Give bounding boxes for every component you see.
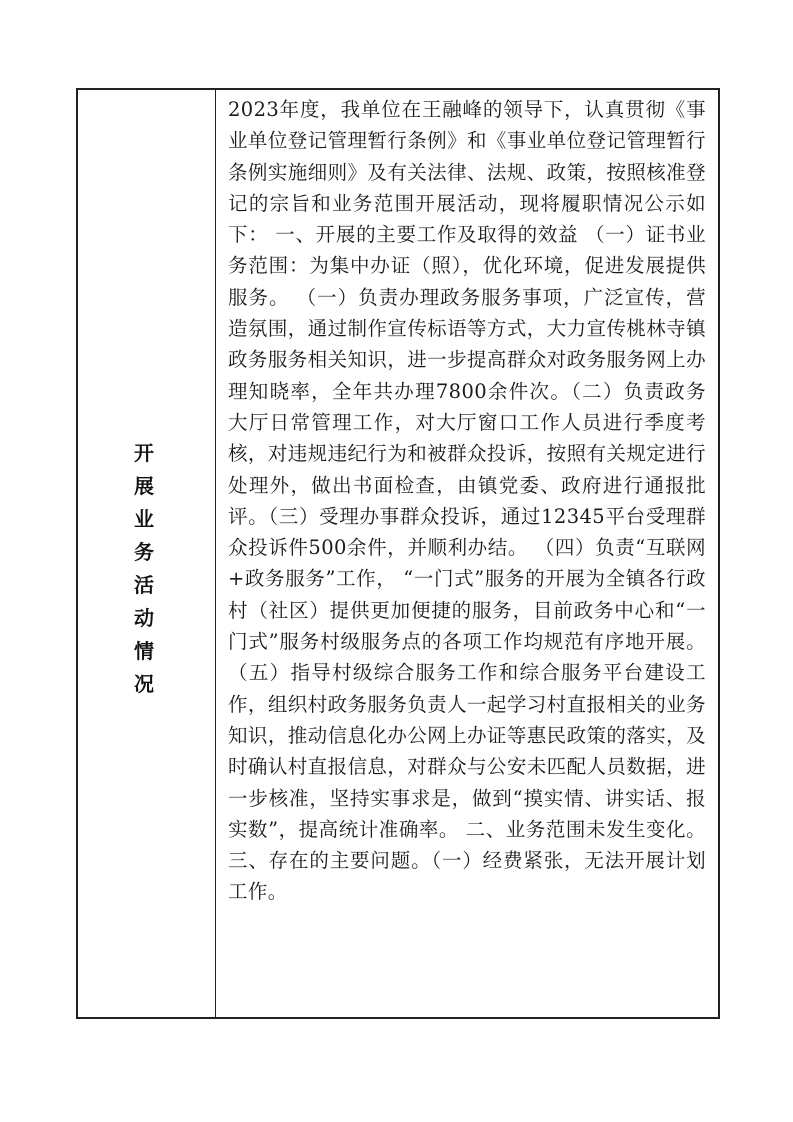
section-label: 开展业务活动情况	[134, 441, 154, 696]
activity-report-table	[76, 88, 720, 1019]
section-content-text: 2023年度，我单位在王融峰的领导下，认真贯彻《事业单位登记管理暂行条例》和《事业单位登记管理暂行条例实施细则》及有关法律、法规、政策，按照核准登记的宗旨和业务范围开展活动，现将履职情况公示如下： 一、开展的主要工作及取得的效益 （一）证书业务范围：为集中办证（照），优化环境，促进发展提供服务。 （一）负责办理政务服务事项，广泛宣传，营造氛围，通过制作宣传标语等方式，大力宣传桃林寺镇政务服务相关知识，进一步提高群众对政务服务网上办理知晓率，全年共办理7800余件次。（二）负责政务大厅日常管理工作，对大厅窗口工作人员进行季度考核，对违规违纪行为和被群众投诉，按照有关规定进行处理外，做出书面检查，由镇党委、政府进行通报批评。（三）受理办事群众投诉，通过12345平台受理群众投诉件500余件，并顺利办结。 （四）负责“互联网+政务服务”工作， “一门式”服务的开展为全镇各行政村（社区）提供更加便捷的服务，目前政务中心和“一门式”服务村级服务点的各项工作均规范有序地开展。 （五）指导村级综合服务工作和综合服务平台建设工作，组织村政务服务负责人一起学习村直报相关的业务知识，推动信息化办公网上办证等惠民政策的落实，及时确认村直报信息，对群众与公安未匹配人员数据，进一步核准，坚持实事求是，做到“摸实情、讲实话、报实数”，提高统计准确率。 二、业务范围未发生变化。 三、存在的主要问题。（一）经费紧张，无法开展计划工作。	[228, 98, 706, 904]
section-content-cell	[216, 90, 718, 1017]
section-label-cell	[78, 90, 216, 1017]
